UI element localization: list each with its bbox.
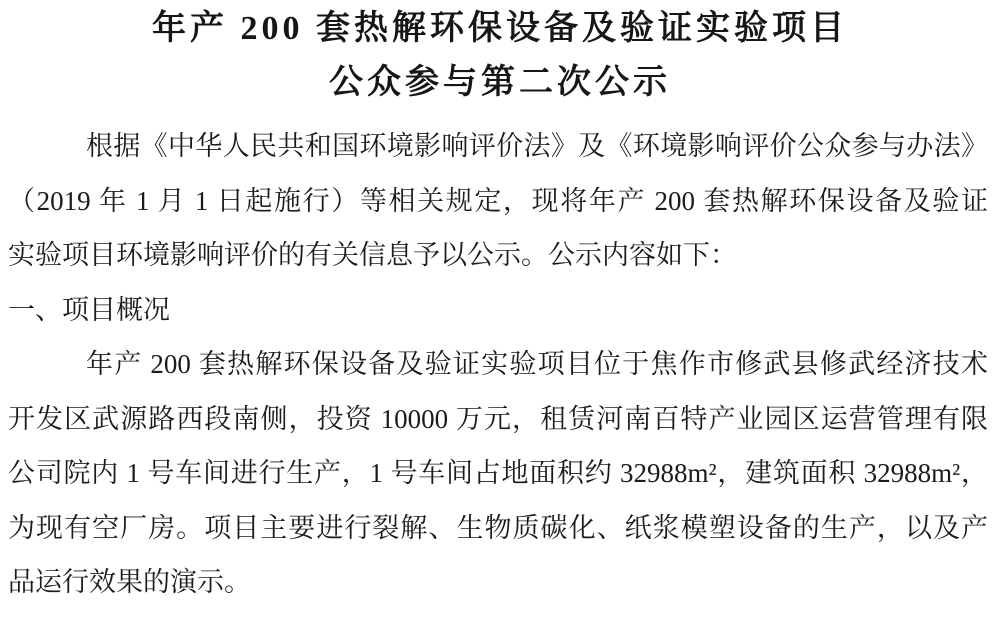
document-title [0,0,1000,110]
paragraph-2-line-3: 公司院内 1 号车间进行生产，1 号车间占地面积约 32988m²，建筑面积 32988m²， [8,458,988,488]
paragraph-2-line-4: 为现有空厂房。项目主要进行裂解、生物质碳化、纸浆模塑设备的生产，以及产 [8,512,988,543]
paragraph-2-line-1: 年产 200 套热解环保设备及验证实验项目位于焦作市修武县修武经济技术 [86,349,988,379]
document-body [0,119,1000,610]
title-line-2: 公众参与第二次公示 [329,64,671,101]
paragraph-2-line-2: 开发区武源路西段南侧，投资 10000 万元，租赁河南百特产业园区运营管理有限 [8,403,988,434]
title-line-1: 年产 200 套热解环保设备及验证实验项目 [152,10,848,47]
paragraph-1-line-1: 根据《中华人民共和国环境影响评价法》及《环境影响评价公众参与办法》 [86,131,988,161]
section-1-heading: 一、项目概况 [8,294,170,325]
paragraph-1-line-3: 实验项目环境影响评价的有关信息予以公示。公示内容如下： [8,240,737,270]
paragraph-2-line-5: 品运行效果的演示。 [8,567,251,597]
paragraph-1-line-2: （2019 年 1 月 1 日起施行）等相关规定，现将年产 200 套热解环保设备及验证 [8,185,988,216]
